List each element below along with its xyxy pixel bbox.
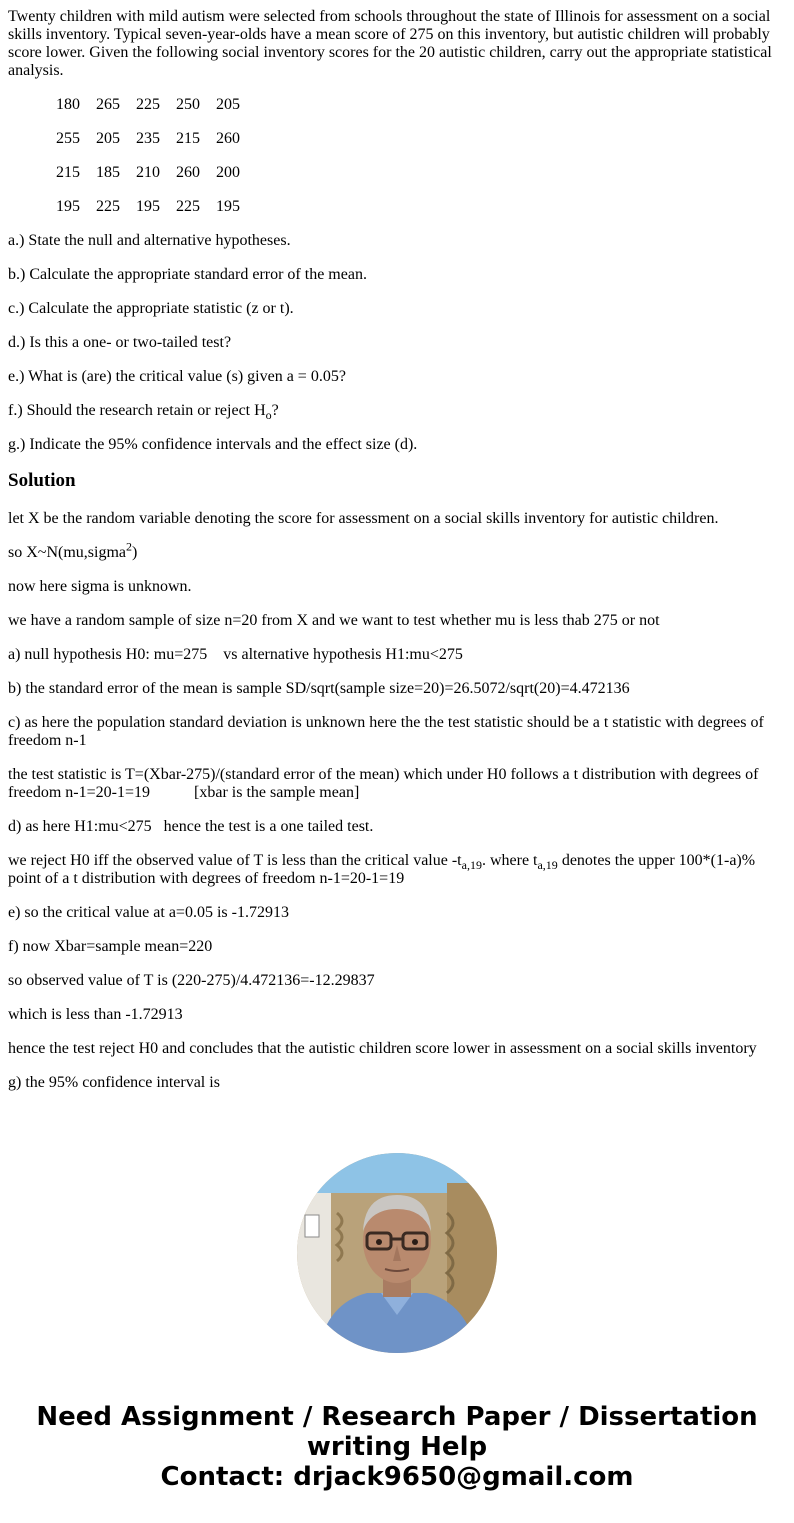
solution-paragraph-6: b) the standard error of the mean is sample SD/sqrt(sample size=20)=26.5072/sqrt(20)=4.472136	[8, 680, 630, 697]
score-cell: 225	[136, 96, 160, 113]
solution-paragraph-4: we have a random sample of size n=20 from X and we want to test whether mu is less thab 275 or not	[8, 612, 660, 629]
solution-paragraph-13: so observed value of T is (220-275)/4.472136=-12.29837	[8, 972, 375, 989]
score-cell: 205	[216, 96, 240, 113]
score-cell: 185	[96, 164, 120, 181]
score-cell: 265	[96, 96, 120, 113]
scores-table	[48, 96, 248, 216]
scores-row	[48, 96, 248, 130]
solution-paragraph-10-text-b: . where t	[481, 852, 538, 869]
score-cell: 200	[216, 164, 240, 181]
question-part-f	[8, 402, 786, 423]
solution-paragraph-2-end: )	[131, 544, 138, 561]
solution-paragraph-11: e) so the critical value at a=0.05 is -1.72913	[8, 904, 289, 921]
score-cell: 260	[176, 164, 200, 181]
score-cell: 225	[176, 198, 200, 215]
solution-paragraph-8: the test statistic is T=(Xbar-275)/(standard error of the mean) which under H0 follows a t distribution with degrees of freedom n-1=20-1=19 [xbar is the sample mean]	[8, 766, 763, 801]
score-cell: 255	[56, 130, 80, 147]
score-cell: 215	[56, 164, 80, 181]
solution-paragraph-12: f) now Xbar=sample mean=220	[8, 938, 213, 955]
footer-banner	[0, 1402, 794, 1492]
solution-paragraph-16: g) the 95% confidence interval is	[8, 1074, 220, 1091]
solution-paragraph-1: let X be the random variable denoting the score for assessment on a social skills inventory for autistic children.	[8, 510, 719, 527]
question-part-f-text: f.) Should the research retain or reject H	[8, 402, 266, 419]
scores-row	[48, 164, 248, 198]
solution-section	[8, 470, 786, 1092]
solution-paragraph-2	[8, 539, 786, 562]
score-cell: 250	[176, 96, 200, 113]
score-cell: 215	[176, 130, 200, 147]
solution-heading: Solution	[8, 470, 76, 491]
question-part-e: e.) What is (are) the critical value (s) given a = 0.05?	[8, 368, 346, 385]
question-part-b: b.) Calculate the appropriate standard error of the mean.	[8, 266, 367, 283]
score-cell: 260	[216, 130, 240, 147]
solution-paragraph-10-subscript-2: a,19	[537, 858, 558, 873]
question-part-a: a.) State the null and alternative hypotheses.	[8, 232, 291, 249]
question-part-f-subscript: o	[265, 408, 272, 423]
solution-paragraph-10	[8, 852, 786, 888]
score-cell: 210	[136, 164, 160, 181]
scores-row	[48, 130, 248, 164]
footer-contact: Contact: drjack9650@gmail.com	[160, 1462, 634, 1492]
score-cell: 225	[96, 198, 120, 215]
score-cell: 180	[56, 96, 80, 113]
question-part-c: c.) Calculate the appropriate statistic (z or t).	[8, 300, 294, 317]
solution-paragraph-10-subscript-1: a,19	[461, 858, 482, 873]
question-part-f-end: ?	[271, 402, 279, 419]
document-body	[8, 8, 786, 1108]
score-cell: 195	[56, 198, 80, 215]
footer-line-1: Need Assignment / Research Paper / Dissertation	[36, 1402, 758, 1432]
solution-paragraph-7: c) as here the population standard deviation is unknown here the the test statistic should be a t statistic with degrees of freedom n-1	[8, 714, 764, 749]
score-cell: 195	[216, 198, 240, 215]
solution-paragraph-5: a) null hypothesis H0: mu=275 vs alternative hypothesis H1:mu<275	[8, 646, 463, 663]
solution-paragraph-2-superscript: 2	[125, 539, 132, 554]
score-cell: 195	[136, 198, 160, 215]
solution-paragraph-3: now here sigma is unknown.	[8, 578, 192, 595]
person-photo-icon	[297, 1153, 497, 1353]
question-part-d: d.) Is this a one- or two-tailed test?	[8, 334, 232, 351]
solution-paragraph-9: d) as here H1:mu<275 hence the test is a one tailed test.	[8, 818, 374, 835]
question-intro: Twenty children with mild autism were selected from schools throughout the state of Illinois for assessment on a social skills inventory. Typical seven-year-olds have a mean score of 275 on this inventory, but autistic children will probably score lower. Given the following social inventory scores for the 20 autistic children, carry out the appropriate statistical analysis.	[8, 8, 772, 79]
solution-paragraph-10-text-c: denotes the upper 100*(1-a)% point of a t distribution with degrees of freedom n-1=20-1=19	[8, 852, 756, 887]
author-avatar	[297, 1153, 497, 1353]
solution-paragraph-10-text-a: we reject H0 iff the observed value of T is less than the critical value -t	[8, 852, 462, 869]
question-part-g: g.) Indicate the 95% confidence intervals and the effect size (d).	[8, 436, 418, 453]
solution-paragraph-2-text: so X~N(mu,sigma	[8, 544, 126, 561]
question-section	[8, 8, 786, 454]
footer-line-2: writing Help	[306, 1432, 488, 1462]
solution-paragraph-14: which is less than -1.72913	[8, 1006, 183, 1023]
score-cell: 235	[136, 130, 160, 147]
scores-row	[48, 198, 248, 216]
solution-paragraph-15: hence the test reject H0 and concludes that the autistic children score lower in assessment on a social skills inventory	[8, 1040, 757, 1057]
score-cell: 205	[96, 130, 120, 147]
